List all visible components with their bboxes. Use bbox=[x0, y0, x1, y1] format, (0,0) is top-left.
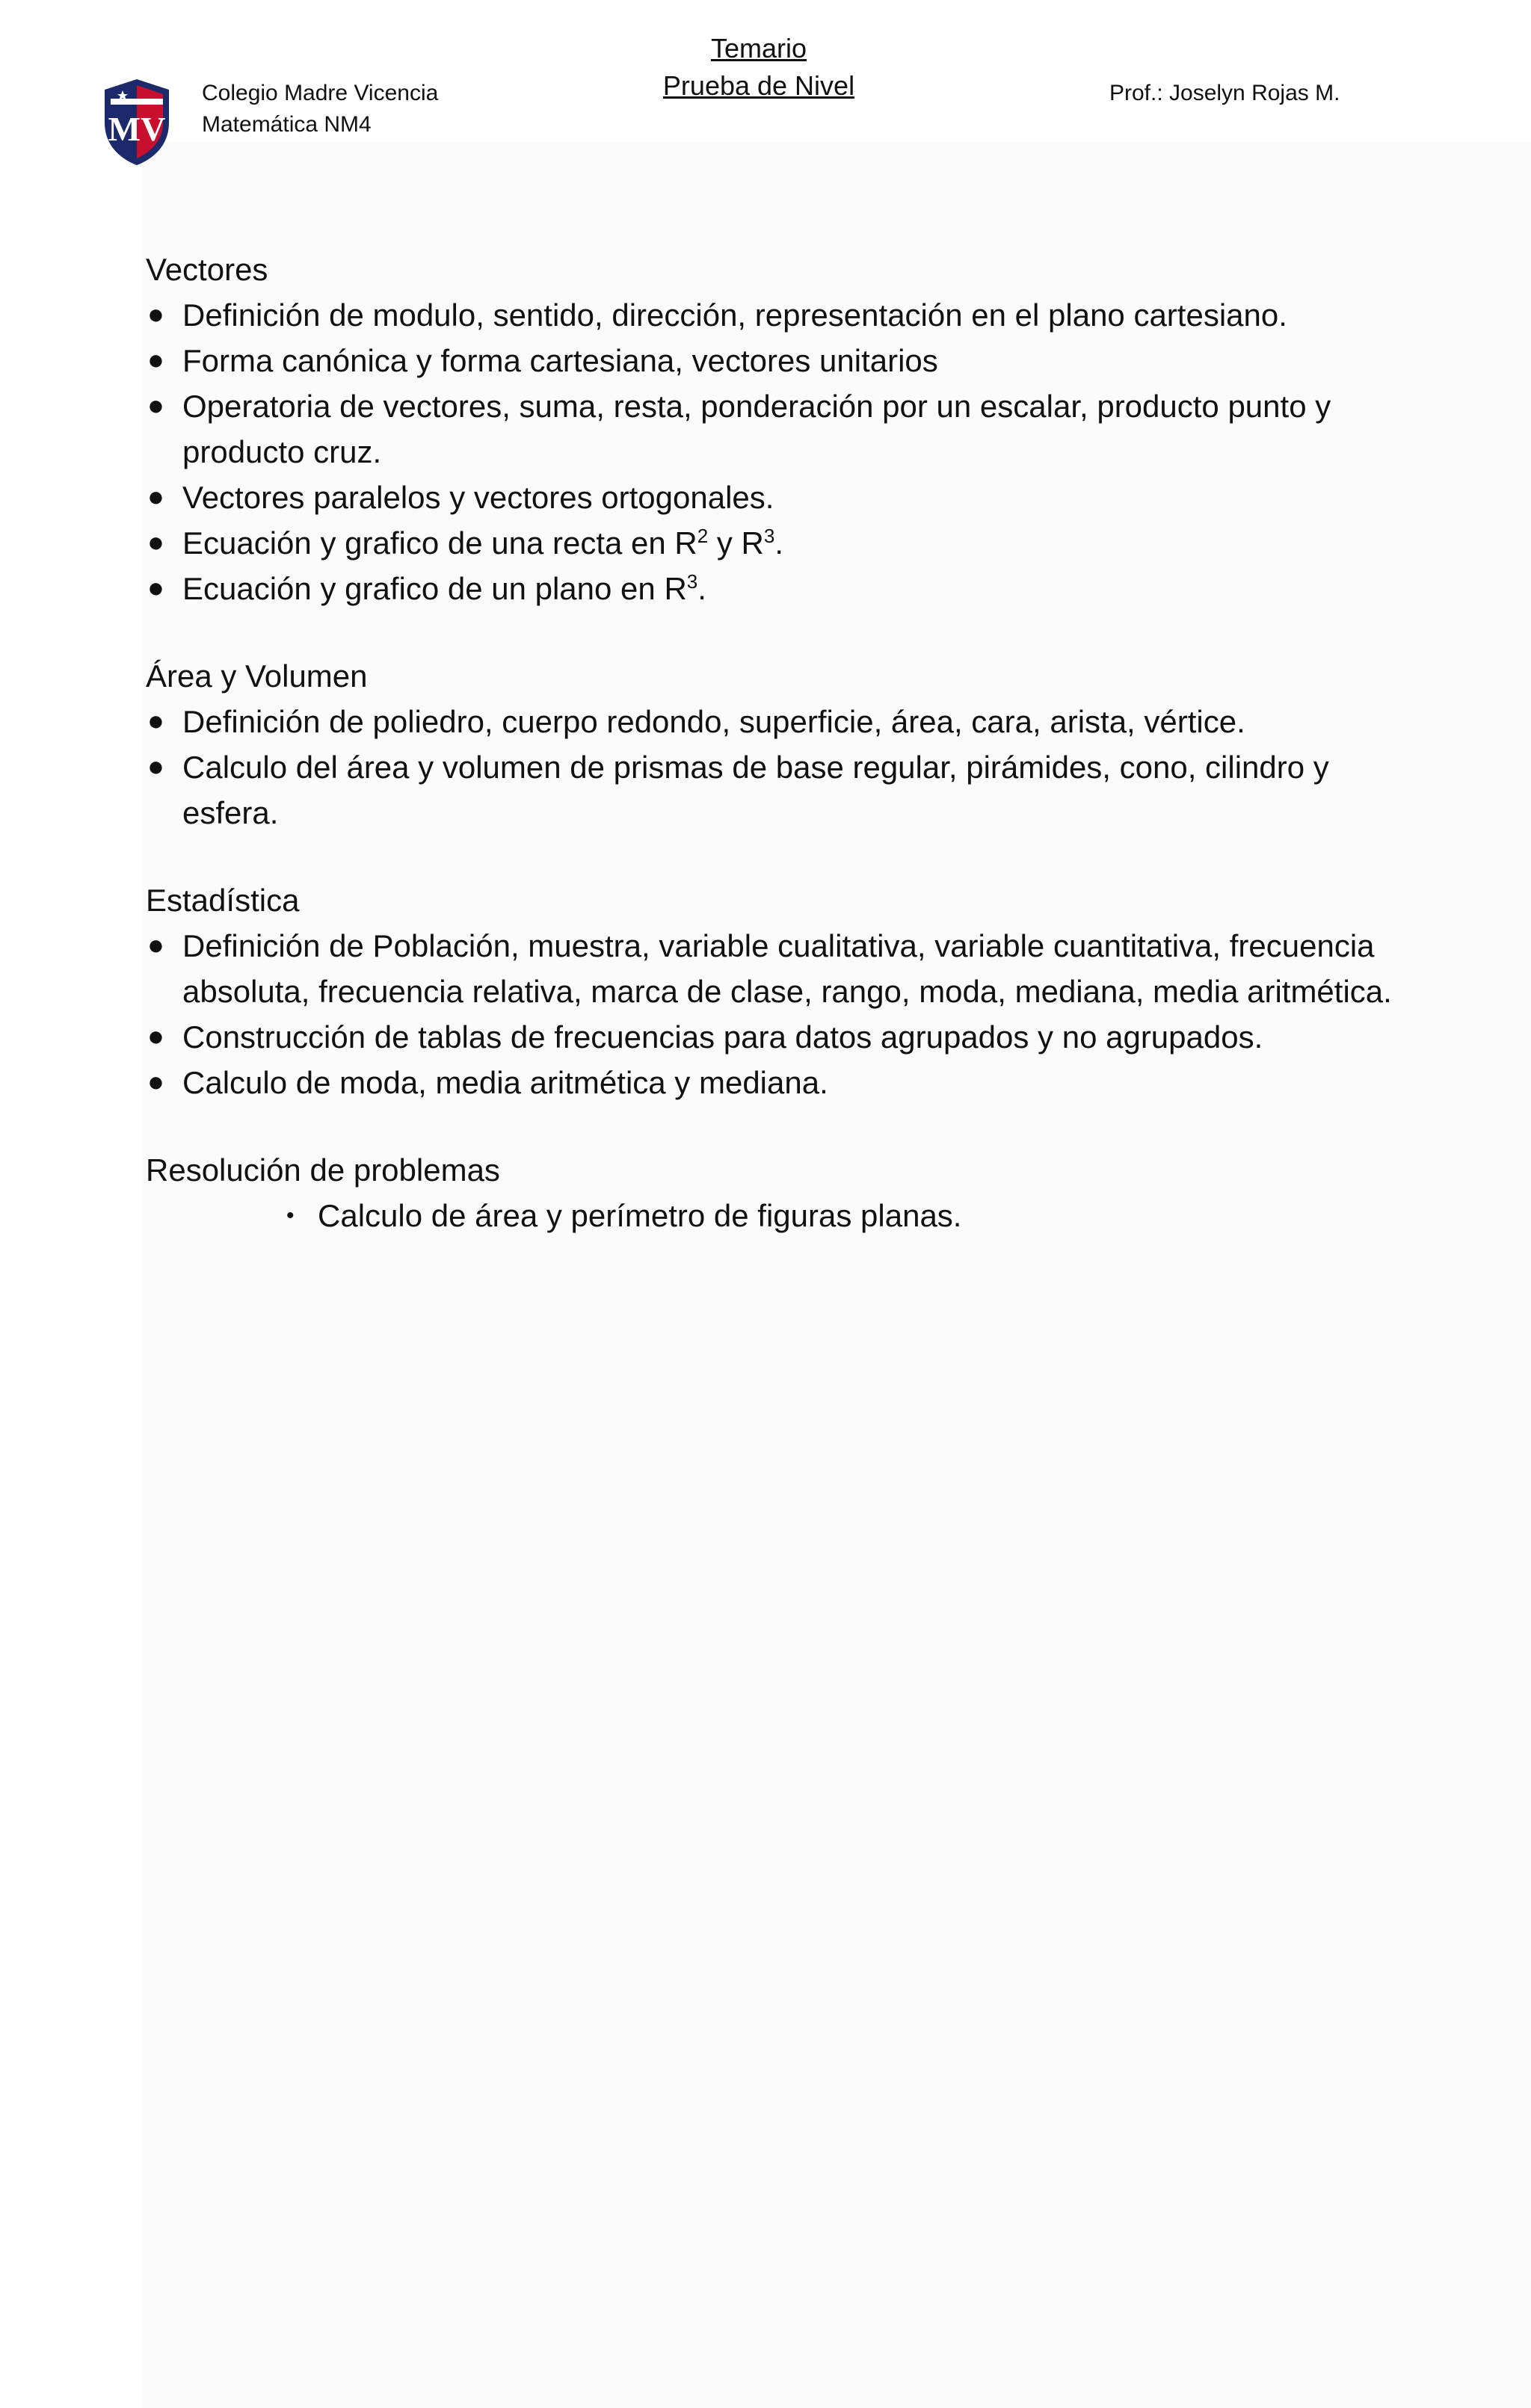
bullet-icon: ● bbox=[147, 481, 164, 513]
list-item: ● Definición de Población, muestra, variable cualitativa, variable cuantitativa, frecuencia absoluta, frecuencia relativa, marca de clase, rango, moda, mediana, media aritmética. bbox=[146, 923, 1402, 1014]
section-title: Área y Volumen bbox=[146, 658, 368, 694]
section-title: Estadística bbox=[146, 883, 300, 918]
crest-monogram: MV bbox=[108, 110, 166, 148]
list-item: • Calculo de área y perímetro de figuras planas. bbox=[280, 1193, 1402, 1238]
list-item: ● Vectores paralelos y vectores ortogonales. bbox=[146, 475, 1402, 520]
topic-list bbox=[146, 923, 1402, 1105]
bullet-icon: ● bbox=[147, 1066, 164, 1098]
bullet-icon: ● bbox=[147, 751, 164, 782]
topic-list bbox=[146, 292, 1402, 611]
bullet-icon: ● bbox=[147, 930, 164, 961]
section-title: Resolución de problemas bbox=[146, 1152, 500, 1188]
bullet-icon: ● bbox=[147, 527, 164, 558]
school-crest-logo bbox=[100, 76, 173, 167]
bullet-icon: ● bbox=[147, 572, 164, 604]
title-line-1: Temario bbox=[710, 33, 807, 64]
list-item: ● Ecuación y grafico de una recta en $R^2$ y $R^3$. bbox=[146, 520, 1402, 566]
bullet-icon: ● bbox=[147, 345, 164, 376]
section-resolucion-problemas bbox=[146, 1147, 1402, 1238]
bullet-icon: ● bbox=[147, 1021, 164, 1052]
bullet-icon: ● bbox=[147, 706, 164, 737]
list-item: ● Calculo del área y volumen de prismas de base regular, pirámides, cono, cilindro y esfera. bbox=[146, 744, 1402, 836]
section-vectores bbox=[146, 247, 1402, 611]
list-item: ● Construcción de tablas de frecuencias para datos agrupados y no agrupados. bbox=[146, 1014, 1402, 1060]
list-item: ● Operatoria de vectores, suma, resta, ponderación por un escalar, producto punto y producto cruz. bbox=[146, 383, 1402, 475]
list-item: ● Definición de modulo, sentido, dirección, representación en el plano cartesiano. bbox=[146, 292, 1402, 338]
section-title: Vectores bbox=[146, 252, 268, 287]
document-title bbox=[613, 30, 905, 105]
syllabus-content bbox=[146, 247, 1402, 1280]
title-line-2: Prueba de Nivel bbox=[662, 70, 855, 101]
subject-name: Matemática NM4 bbox=[202, 112, 372, 137]
section-estadistica bbox=[146, 877, 1402, 1105]
list-item: ● Ecuación y grafico de un plano en $R^3$. bbox=[146, 566, 1402, 611]
school-name: Colegio Madre Vicencia bbox=[202, 81, 439, 105]
bullet-icon: ● bbox=[147, 390, 164, 422]
header-left bbox=[202, 78, 438, 141]
list-item: ● Forma canónica y forma cartesiana, vectores unitarios bbox=[146, 338, 1402, 383]
list-item: ● Calculo de moda, media aritmética y mediana. bbox=[146, 1060, 1402, 1105]
list-item: ● Definición de poliedro, cuerpo redondo, superficie, área, cara, arista, vértice. bbox=[146, 699, 1402, 744]
bullet-icon: ● bbox=[147, 299, 164, 330]
topic-list bbox=[146, 699, 1402, 836]
teacher-name: Prof.: Joselyn Rojas M. bbox=[1109, 81, 1340, 105]
bullet-icon: • bbox=[286, 1203, 295, 1228]
topic-list bbox=[146, 1193, 1402, 1238]
section-area-volumen bbox=[146, 653, 1402, 836]
